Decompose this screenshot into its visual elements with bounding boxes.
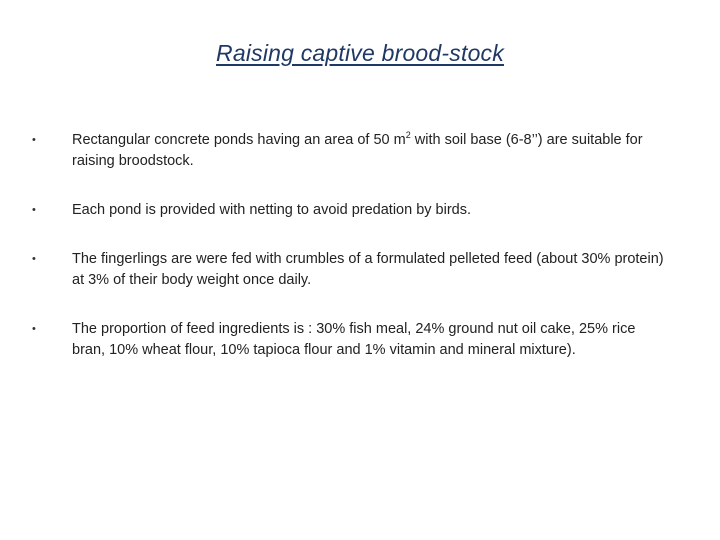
bullet-list: [32, 130, 672, 361]
bullet-icon: •: [32, 204, 36, 216]
bullet-icon: •: [32, 134, 36, 146]
bullet-item-ingredients: [32, 319, 672, 361]
bullet-text: The proportion of feed ingredients is : 30% fish meal, 24% ground nut oil cake, 25% rice bran, 10% wheat flour, 10% tapioca flour and 1% vitamin and mineral mixture).: [72, 321, 636, 358]
bullet-item-feeding: [32, 249, 672, 291]
bullet-text: Each pond is provided with netting to avoid predation by birds.: [72, 202, 471, 218]
bullet-text-part: Rectangular concrete ponds having an area of 50 m: [72, 132, 406, 148]
slide-title: Raising captive brood-stock: [216, 40, 504, 66]
superscript: 2: [405, 130, 411, 141]
bullet-icon: •: [32, 253, 36, 265]
bullet-text: [72, 130, 672, 172]
bullet-icon: •: [32, 323, 36, 335]
bullet-item-netting: [32, 200, 672, 221]
bullet-text-part: with soil base (6-8’’) are suitable for raising broodstock.: [72, 132, 643, 169]
bullet-text: The fingerlings are were fed with crumbles of a formulated pelleted feed (about 30% protein) at 3% of their body weight once daily.: [72, 251, 664, 288]
bullet-item-ponds: [32, 130, 672, 172]
